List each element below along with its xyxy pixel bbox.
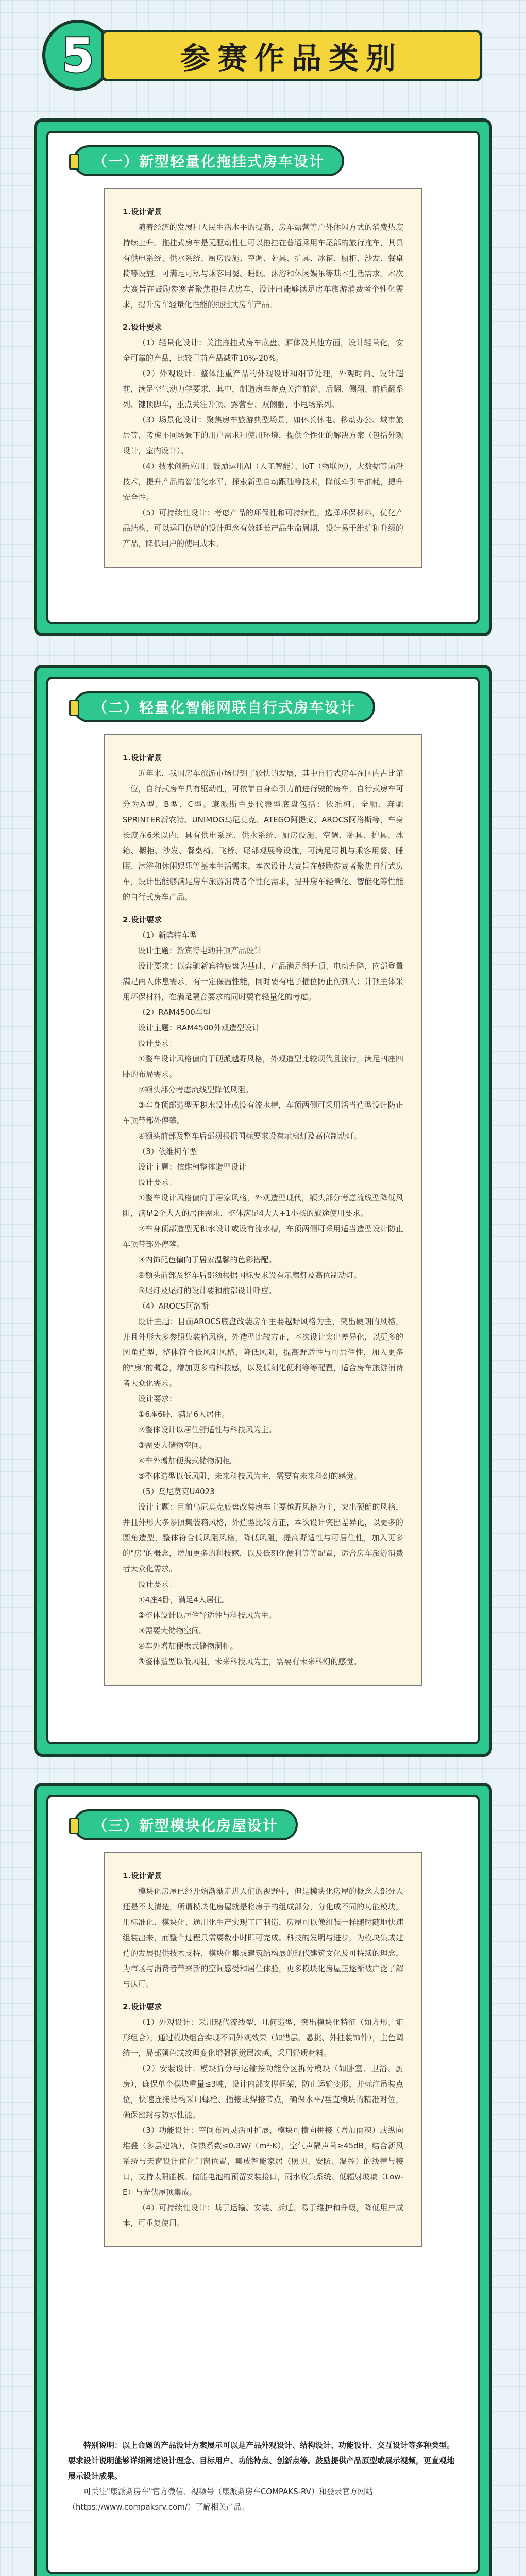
section-panel-1 — [34, 118, 492, 636]
paragraph: ④额头前部及整车后部须根据国标要求设有示廓灯及高位制动灯。 — [138, 1270, 362, 1280]
paragraph: 设计要求： — [138, 1178, 177, 1187]
paragraph: 设计主题：目前乌尼莫克底盘改装房车主要越野风格为主，突出硬朗的风格，并且外形大多参照集装箱风格，外造型比较方正，本次设计突出差异化，以更多的圆角造型，整体符合低风阻风格，降低风阻，提高野适性与可居住性，加入更多的"房"的概念，增加更多的科技感，以及低刻化便利等等配置，适合房车旅游消费者大众化需求。 — [123, 1502, 403, 1573]
paragraph: ①6座6卧，满足6人居住。 — [138, 1410, 230, 1419]
paragraph: ③需要大储物空间。 — [138, 1440, 207, 1450]
paragraph: （5）乌尼莫克U4023 — [138, 1487, 215, 1496]
section-content-1 — [104, 188, 422, 568]
paragraph: ②整体设计以居住舒适性与科技风为主。 — [138, 1425, 277, 1434]
paragraph: 设计主题：RAM4500外观造型设计 — [138, 1023, 260, 1032]
paragraph: ①整车设计风格偏向于居家风格，外观造型现代，额头部分考虑流线型降低风阻，满足2个大人的居住需求，整体满足4大人+1小孩的旅途使用要求。 — [123, 1193, 403, 1218]
contact-note: 可关注"康派斯房车"官方微信、视频号（康派斯房车COMPAKS-RV）和登录官方网站（https://www.compaksrv.com/）了解相关产品。 — [68, 2487, 374, 2512]
subheading: 2.设计要求 — [123, 915, 162, 924]
page-title: 参赛作品类别 — [101, 30, 482, 81]
paragraph: 设计要求： — [138, 1394, 177, 1403]
subheading: 1.设计背景 — [123, 753, 162, 762]
section-title-text: （一）新型轻量化拖挂式房车设计 — [93, 153, 325, 170]
paragraph: ④额头前部及整车后部须根据国标要求设有示廓灯及高位制动灯。 — [138, 1131, 362, 1141]
section-title-3 — [73, 1809, 298, 1840]
title-mark-icon — [69, 154, 79, 170]
paragraph: 设计要求：以奔驰新宾特底盘为基础，产品满足斜升顶、电动升降，内部登置满足两人休息需求，有一定保温性能，同时要有电子插位防止伤到人；升顶主体采用环保材料，在满足隔音要求的同时要有轻量化的考虑。 — [123, 961, 403, 1002]
title-mark-icon — [69, 1818, 79, 1834]
paragraph: ③需要大储物空间。 — [138, 1626, 207, 1635]
paragraph: （4）可持续性设计：基于运输、安装、拆迁、易于维护和升级，降低用户成本，可重复使用。 — [123, 2203, 403, 2228]
paragraph-gap — [123, 312, 403, 319]
paragraph: 模块化房屋已经开始渐渐走进人们的视野中，但是模块化房屋的概念大部分人还是不太清楚，所谓模块化房屋就是将房子的组成部分，分化成不同的功能模块，用标准化、模块化、通用化生产实现工厂制造，房屋可以像组装一样随时随地快速组装出来，而整个过程只需要数小时即可完成。科技的发明与进步，为模块集成建造的发展提供技术支持，模块化集成建筑结构展的现代建筑文化及可持续的理念，为市场与消费者带来新的空间感受和居住体验，更多模块化房屋正逐渐被广泛了解与认可。 — [123, 1887, 403, 1989]
paragraph: 近年来，我国房车旅游市场得到了较快的发展，其中自行式房车在国内占比第一位，自行式房车具有驱动性，可依靠自身牵引力前进行驶的房车，自行式房车可分为A型、B型、C型。康派斯主要代表型底盘包括：依维柯、全顺、奔驰SPRINTER新农特、UNIMOG乌尼莫克、ATEGO阿提戈、AROCS阿洛斯等，车身长度在6米以内，具有供电系统、供水系统、厨房设施、空调、卧具、护具、冰箱、橱柜、沙发、餐桌椅、飞桥、尾部观展等设施，可满足可机与乘客用餐、睡眠、沐浴和休闲娱乐等基本生活需求。本次设计大赛旨在鼓励参赛者聚焦自行式房车，设计出能够满足房车旅游消费者个性化需求，提升房车轻量化、智能化等性能的自行式房车产品。 — [123, 769, 403, 902]
section-title-1 — [73, 145, 344, 176]
subheading: 2.设计要求 — [123, 323, 162, 332]
paragraph: （2）RAM4500车型 — [138, 1008, 211, 1017]
subheading: 1.设计背景 — [123, 1871, 162, 1880]
paragraph: （3）功能设计：空间布局灵活可扩展，模块可横向拼接（增加面积）或纵向堆叠（多层建筑），传热系数≤0.3W/（m²·K），空气声隔声量≥45dB，结合新风系统与天窗设计优化门窗位置，集成智能家居（照明、安防、温控）的线槽与接口，支持太阳能板、储能电池的预留安装接口，雨水收集系统、低辐射玻璃（Low-E）与光伏屋顶集成。 — [123, 2126, 403, 2197]
paragraph: （2）外观设计：整体注重产品的外观设计和细节处理，外观时尚、设计超前，满足空气动力学要求，其中，制造房车盖点关注前窗、后翻、侧翻、前后翻系列、键顶脚车，重点关注升顶、露营台、双侧翻、小甩场系列。 — [123, 369, 403, 409]
paragraph: （1）外观设计：采用现代流线型、几何造型，突出模块化特征（如方形、矩形组合），通过模块组合实现不同外观效果（如错层、悬挑、外挂装饰件），主色调统一，局部颜色或纹理变化增强视觉层次感，采用轻质材料。 — [123, 2018, 403, 2058]
paragraph-gap — [123, 1992, 403, 1999]
section-content-2 — [104, 734, 422, 1686]
paragraph: （2）安装设计：模块拆分与运输按功能分区拆分模块（如卧室、卫浴、厨房），确保单个模块重量≤3吨，设计内部支撑框架，防止运输变形，并标注吊装点位，快速连接结构采用螺栓、插接或焊接节点，确保水平/垂直模块的精准对位，确保密封与防水性能。 — [123, 2064, 403, 2120]
paragraph: 随着经济的发展和人民生活水平的提高，房车露营等户外休闲方式的消费热度持续上升。拖挂式房车是无驱动性但可以拖挂在普通乘用车尾部的旅行拖车，其具有供电系统、供水系统、厨房设施、空调、卧具、护具、冰箱、橱柜、沙发、餐桌椅等设施。可满足可私与乘客用餐、睡眠、沐浴和休闲娱乐等基本生活需求。本次大赛旨在鼓励参赛者聚焦拖挂式房车，设计出能够满足房车旅游消费者个性化需求，提升房车轻量化性能的拖挂式房车产品。 — [123, 223, 403, 309]
section-title-text: （三）新型模块化房屋设计 — [93, 1817, 279, 1834]
subheading: 1.设计背景 — [123, 207, 162, 216]
paragraph: （3）依维柯车型 — [138, 1147, 197, 1156]
section-number-badge: 5 — [42, 20, 113, 91]
paragraph: ④车外增加便携式储物洞柜。 — [138, 1641, 238, 1651]
paragraph: ①整车设计风格偏向于硬派越野风格，外观造型比较现代且流行，满足四座四卧的布局需求。 — [123, 1054, 403, 1079]
paragraph: 设计要求： — [138, 1039, 177, 1048]
paragraph: 设计主题：目前AROCS底盘改装房车主要越野风格为主，突出硬朗的风格，并且外形大多参照集装箱风格，外造型比较方正，本次设计突出差异化，以更多的圆角造型，整体符合低风阻风格，降低风阻，提高野适性与可居住性，加入更多的"房"的概念，增加更多的科技感，以及低刻化便利等等配置，适合房车旅游消费者大众化需求。 — [123, 1317, 403, 1388]
paragraph: ④车外增加便携式储物洞柜。 — [138, 1456, 238, 1465]
paragraph: ②整体设计以居住舒适性与科技风为主。 — [138, 1611, 277, 1620]
paragraph: ①4座4卧，满足4人居住。 — [138, 1595, 230, 1604]
paragraph: 设计主题：依维柯整体造型设计 — [138, 1162, 247, 1172]
header — [0, 0, 526, 129]
paragraph: （4）技术创新应用：鼓励运用AI（人工智能）、IoT（物联网），大数据等前沿技术，提升产品的智能化水平，探索新型自动跟随等技术，降低牵引车油耗，提升安全性。 — [123, 462, 403, 502]
paragraph: ⑤尾灯及尾灯的设计要和前部设计呼应。 — [138, 1286, 277, 1295]
paragraph: ③内饰配色偏向于居家温馨的色彩搭配。 — [138, 1255, 277, 1264]
paragraph: ③车身顶部造型无积水设计或设有流水槽，车顶两侧可采用活当造型设计防止车顶带都外停攀。 — [123, 1100, 403, 1125]
section-panel-3 — [34, 1783, 492, 2576]
paragraph: （4）AROCS阿洛斯 — [138, 1301, 209, 1311]
paragraph-gap — [123, 905, 403, 912]
paragraph: ⑤整体造型以低风阻，未来科技风为主，需要有未来科幻的感觉。 — [138, 1657, 362, 1666]
subheading: 2.设计要求 — [123, 2002, 162, 2011]
paragraph: （1）新宾特车型 — [138, 930, 197, 940]
section-content-3 — [104, 1852, 422, 2247]
paragraph: 设计要求： — [138, 1580, 177, 1589]
special-notes — [68, 2437, 460, 2515]
special-note: 特别说明：以上命题的产品设计方案展示可以是产品外观设计、结构设计、功能设计、交互设计等多种类型。要求设计说明能够详细阐述设计理念、目标用户、功能特点、创新点等。鼓励提供产品原型或展示视频，更直观地展示设计成果。 — [68, 2441, 455, 2481]
paragraph: ②额头部分考虑流线型降低风阻。 — [138, 1085, 253, 1094]
section-title-text: （二）轻量化智能网联自行式房车设计 — [93, 699, 356, 716]
paragraph: （3）场景化设计：聚焦房车旅游典型场景，如休长休电、移动办公、城市旅居等，考虑不同场景下的用户需求和使用环境，提供个性化的解决方案（包括外观设计，室内设计）。 — [123, 415, 403, 455]
section-title-2 — [73, 691, 375, 722]
paragraph: 设计主题：新宾特电动升顶产品设计 — [138, 946, 262, 955]
section-panel-2 — [34, 665, 492, 1757]
paragraph: ⑤整体造型以低风阻，未来科技风为主，需要有未来科幻的感觉。 — [138, 1471, 362, 1481]
title-mark-icon — [69, 700, 79, 716]
paragraph: （1）轻量化设计：关注拖挂式房车底盘、厢体及其他方面，设计轻量化，安全可靠的产品，比较目前产品减重10%-20%。 — [123, 338, 403, 363]
paragraph: ②车身顶部造型无积水设计或设有流水槽，车顶两侧可采用适当造型设计防止车顶带部外停攀。 — [123, 1224, 403, 1249]
paragraph: （5）可持续性设计：考虑产品的环保性和可持续性，选择环保材料，优化产品结构，可以运用仿增的设计理念有效延长产品生命周期，设计易于维护和升级的产品，降低用户的使用成本。 — [123, 508, 403, 548]
